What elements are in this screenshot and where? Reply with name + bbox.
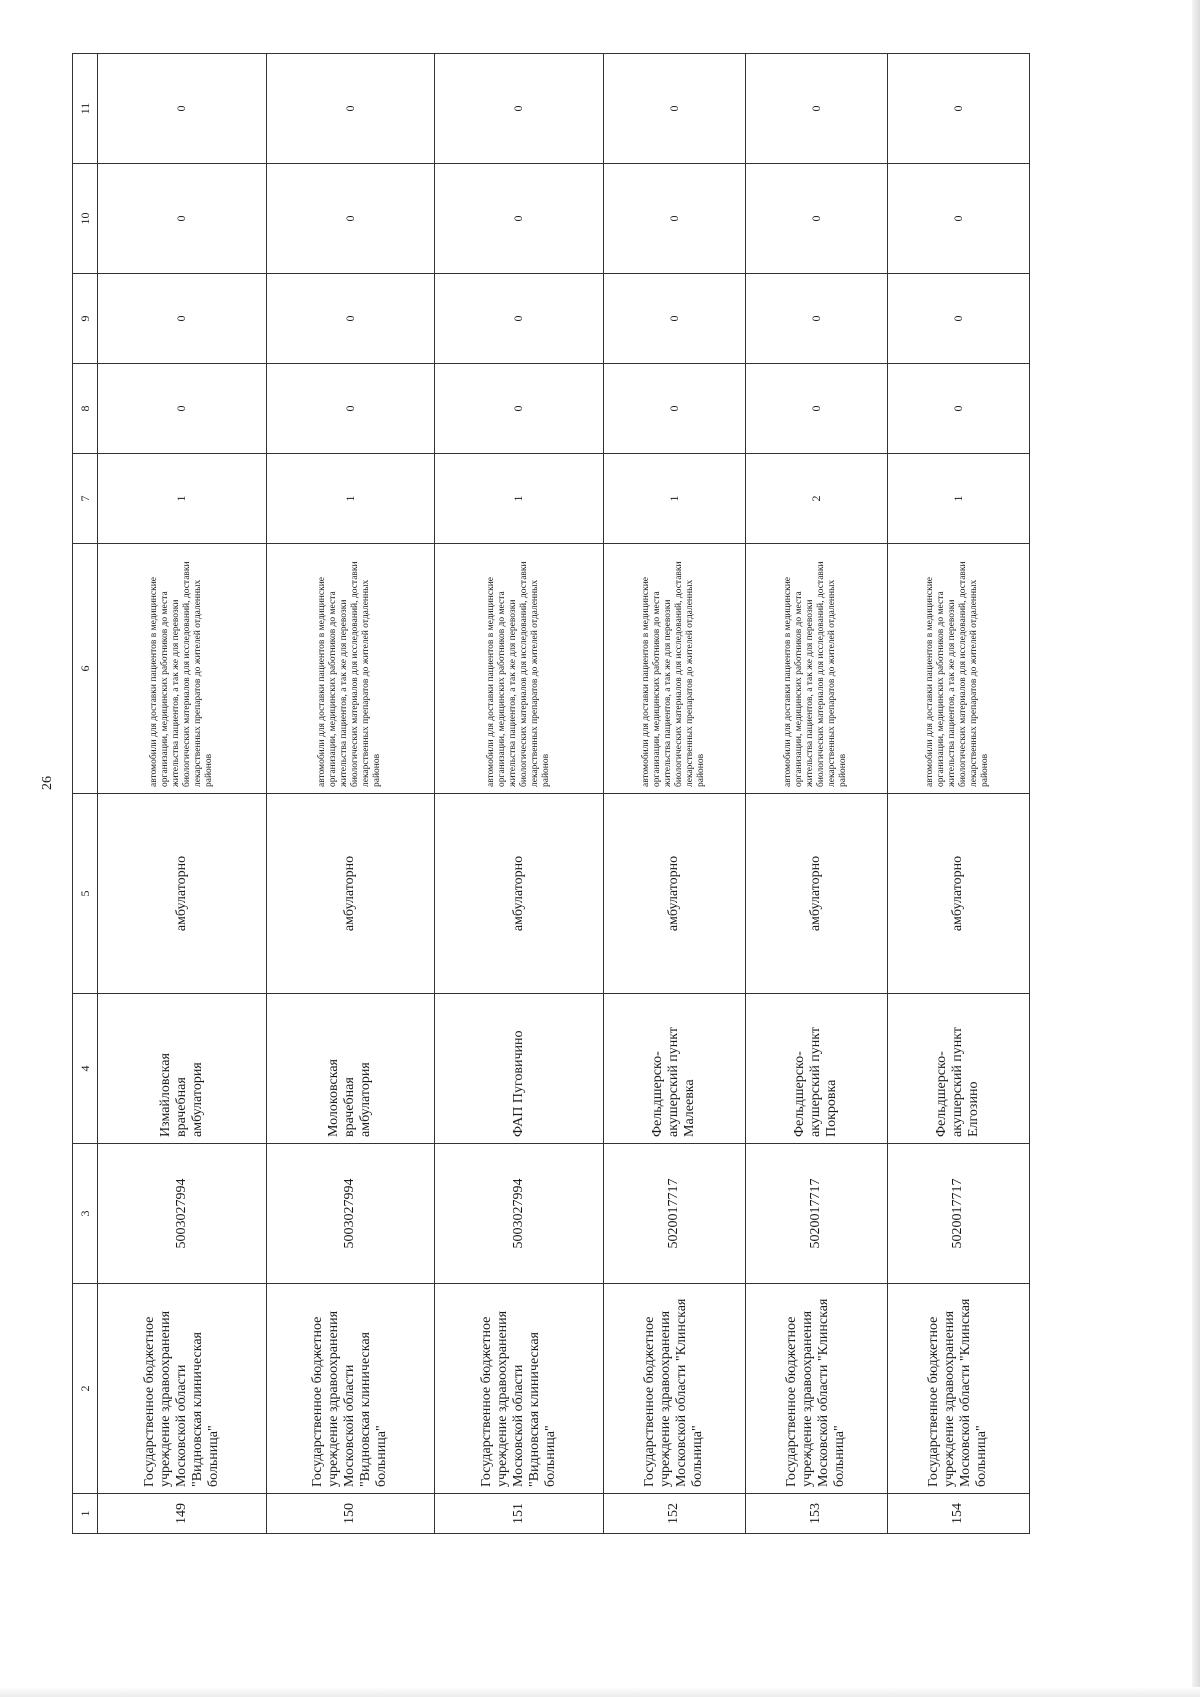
column-number: 3: [73, 1144, 98, 1284]
column-number: 6: [73, 544, 98, 794]
inn-code: 5003027994: [266, 1144, 435, 1284]
value-col-7: 1: [603, 454, 745, 544]
value-col-9: 0: [98, 274, 267, 364]
vehicle-purpose: автомобили для доставки пациентов в медицинские организации, медицинских работников до места жительства пациентов, а так же для перевозки биологических материалов для исследований, доставки лекарственных препаратов до жителей отдаленных районов: [435, 544, 604, 794]
value-col-10: 0: [887, 164, 1029, 274]
column-number: 7: [73, 454, 98, 544]
value-col-11: 0: [435, 54, 604, 164]
value-col-9: 0: [887, 274, 1029, 364]
organization-name: Государственное бюджетное учреждение здравоохранения Московской области "Клинская больница": [745, 1284, 887, 1494]
page-number: 26: [40, 776, 55, 790]
value-col-8: 0: [745, 364, 887, 454]
vehicle-table: [72, 53, 1030, 1534]
care-condition: амбулаторно: [603, 794, 745, 994]
value-col-9: 0: [745, 274, 887, 364]
value-col-11: 0: [745, 54, 887, 164]
value-col-11: 0: [887, 54, 1029, 164]
value-col-9: 0: [435, 274, 604, 364]
inn-code: 5020017717: [603, 1144, 745, 1284]
value-col-10: 0: [98, 164, 267, 274]
inn-code: 5003027994: [435, 1144, 604, 1284]
care-condition: амбулаторно: [435, 794, 604, 994]
value-col-8: 0: [887, 364, 1029, 454]
row-number: 153: [745, 1494, 887, 1534]
column-number: 1: [73, 1494, 98, 1534]
vehicle-purpose: автомобили для доставки пациентов в медицинские организации, медицинских работников до места жительства пациентов, а так же для перевозки биологических материалов для исследований, доставки лекарственных препаратов до жителей отдаленных районов: [745, 544, 887, 794]
vehicle-purpose: автомобили для доставки пациентов в медицинские организации, медицинских работников до места жительства пациентов, а так же для перевозки биологических материалов для исследований, доставки лекарственных препаратов до жителей отдаленных районов: [98, 544, 267, 794]
table-row: [435, 54, 604, 1534]
organization-name: Государственное бюджетное учреждение здравоохранения Московской области "Видновская клиническая больница": [435, 1284, 604, 1494]
value-col-9: 0: [603, 274, 745, 364]
row-number: 150: [266, 1494, 435, 1534]
value-col-7: 2: [745, 454, 887, 544]
inn-code: 5020017717: [745, 1144, 887, 1284]
unit-name: ФАП Пуговичино: [435, 994, 604, 1144]
table-row: [603, 54, 745, 1534]
value-col-11: 0: [266, 54, 435, 164]
scan-edge: [1192, 0, 1200, 1697]
unit-name: Фельдшерско-акушерский пункт Малеевка: [603, 994, 745, 1144]
value-col-10: 0: [745, 164, 887, 274]
organization-name: Государственное бюджетное учреждение здравоохранения Московской области "Видновская клиническая больница": [98, 1284, 267, 1494]
value-col-7: 1: [98, 454, 267, 544]
column-number: 4: [73, 994, 98, 1144]
vehicle-purpose: автомобили для доставки пациентов в медицинские организации, медицинских работников до места жительства пациентов, а так же для перевозки биологических материалов для исследований, доставки лекарственных препаратов до жителей отдаленных районов: [887, 544, 1029, 794]
column-number-row: [73, 54, 98, 1534]
value-col-8: 0: [266, 364, 435, 454]
column-number: 5: [73, 794, 98, 994]
value-col-7: 1: [435, 454, 604, 544]
value-col-10: 0: [266, 164, 435, 274]
column-number: 9: [73, 274, 98, 364]
row-number: 151: [435, 1494, 604, 1534]
row-number: 152: [603, 1494, 745, 1534]
unit-name: Измайловская врачебная амбулатория: [98, 994, 267, 1144]
value-col-8: 0: [435, 364, 604, 454]
value-col-9: 0: [266, 274, 435, 364]
table-row: [266, 54, 435, 1534]
value-col-11: 0: [98, 54, 267, 164]
unit-name: Фельдшерско-акушерский пункт Покровка: [745, 994, 887, 1144]
value-col-10: 0: [435, 164, 604, 274]
organization-name: Государственное бюджетное учреждение здравоохранения Московской области "Видновская клиническая больница": [266, 1284, 435, 1494]
value-col-7: 1: [887, 454, 1029, 544]
value-col-8: 0: [98, 364, 267, 454]
vehicle-purpose: автомобили для доставки пациентов в медицинские организации, медицинских работников до места жительства пациентов, а так же для перевозки биологических материалов для исследований, доставки лекарственных препаратов до жителей отдаленных районов: [603, 544, 745, 794]
column-number: 8: [73, 364, 98, 454]
care-condition: амбулаторно: [745, 794, 887, 994]
value-col-8: 0: [603, 364, 745, 454]
organization-name: Государственное бюджетное учреждение здравоохранения Московской области "Клинская больница": [603, 1284, 745, 1494]
table-container: [72, 54, 1172, 1534]
row-number: 149: [98, 1494, 267, 1534]
row-number: 154: [887, 1494, 1029, 1534]
table-row: [98, 54, 267, 1534]
unit-name: Молоковская врачебная амбулатория: [266, 994, 435, 1144]
column-number: 10: [73, 164, 98, 274]
table-row: [745, 54, 887, 1534]
table-row: [887, 54, 1029, 1534]
column-number: 2: [73, 1284, 98, 1494]
column-number: 11: [73, 54, 98, 164]
care-condition: амбулаторно: [887, 794, 1029, 994]
inn-code: 5003027994: [98, 1144, 267, 1284]
organization-name: Государственное бюджетное учреждение здравоохранения Московской области "Клинская больница": [887, 1284, 1029, 1494]
unit-name: Фельдшерско-акушерский пункт Елгозино: [887, 994, 1029, 1144]
care-condition: амбулаторно: [266, 794, 435, 994]
care-condition: амбулаторно: [98, 794, 267, 994]
value-col-11: 0: [603, 54, 745, 164]
value-col-7: 1: [266, 454, 435, 544]
value-col-10: 0: [603, 164, 745, 274]
vehicle-purpose: автомобили для доставки пациентов в медицинские организации, медицинских работников до места жительства пациентов, а так же для перевозки биологических материалов для исследований, доставки лекарственных препаратов до жителей отдаленных районов: [266, 544, 435, 794]
scan-bottom-edge: [0, 1687, 1200, 1697]
inn-code: 5020017717: [887, 1144, 1029, 1284]
